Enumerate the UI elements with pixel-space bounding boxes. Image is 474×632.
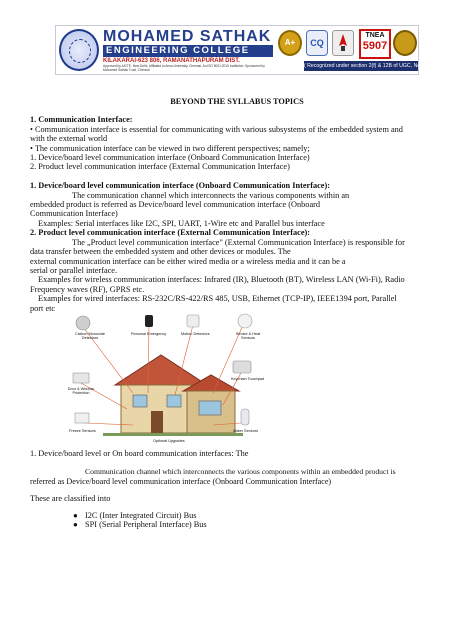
section-1-heading: 1. Communication Interface: [30,115,133,124]
section-3-line: external communication interface can be either wired media or a wireless media and it can be a [30,257,346,266]
home-security-illustration [63,313,273,446]
section-4-paragraph-line: Communication channel which interconnects the various components within an embedded product is [85,467,396,476]
rocket-logo [332,30,354,56]
naac-logo [393,30,417,56]
section-3-line: data transfer between the embedded system and other devices or modules. The [30,247,291,256]
section-1-line: 1. Device/board level communication interface (Onboard Communication Interface) [30,153,310,162]
section-3-line: The „Product level communication interface" (External Communication Interface) is responsible for [72,238,405,247]
section-4-line: 1. Device/board level or On board communication interfaces: The [30,449,249,458]
label-water-sensors: Water Sensors [233,429,258,433]
section-2-line: The communication channel which interconnects the various components within an [72,191,350,200]
section-1-line: • The communication interface can be viewed in two different perspectives; namely; [30,144,310,153]
bullet-icon: ● [73,511,78,520]
recognition-strip: ( Recognized under section 2(f) & 12B of UGC, NewDelhi ) [304,63,439,69]
tnea-code-logo: TNEA 5907 [359,29,391,59]
college-address: KILAKARAI-623 806, RAMANATHAPURAM DIST. [103,58,240,64]
label-personal-emergency: Personal Emergency [131,332,167,336]
section-2-line: Examples: Serial interfaces like I2C, SPI, UART, 1-Wire etc and Parallel bus interface [38,219,325,228]
section-3-line: port etc [30,304,56,313]
section-1-line: 2. Product level communication interface (External Communication Interface) [30,162,290,171]
page-title: BEYOND THE SYLLABUS TOPICS [170,97,304,106]
college-seal-logo [59,29,99,71]
section-1-line: • Communication interface is essential for communicating with various subsystems of the embedded system and [30,125,403,134]
accreditation-a-plus-logo: A+ [278,30,302,56]
bullet-item: I2C (Inter Integrated Circuit) Bus [85,511,197,520]
label-motion-detectors: Motion Detectors [181,332,210,336]
section-3-line: serial or parallel interface. [30,266,118,275]
section-2-line: Communication Interface) [30,209,118,218]
section-2-heading: 1. Device/board level communication interface (Onboard Communication Interface): [30,181,331,190]
bullet-item: SPI (Serial Peripheral Interface) Bus [85,520,207,529]
college-subtitle: ENGINEERING COLLEGE [103,45,273,57]
classified-intro: These are classified into [30,494,111,503]
section-1-line: with the external world [30,134,108,143]
college-affiliation-text: Approved by AICTE, New Delhi, Affiliated to Anna University, Chennai. An ISO 9001:2015 Institution. Sponsored by Mohamed Sathak Trust, Chennai [103,64,265,72]
section-3-line: Examples for wireless communication interfaces: Infrared (IR), Bluetooth (BT), Wireless LAN (Wi-Fi), Radio [38,275,405,284]
label-optional-upgrades: Optional Upgrades [153,439,185,443]
label-keychain-touchpad: Keychain Touchpad [231,377,265,381]
bullet-icon: ● [73,520,78,529]
college-banner [55,25,439,75]
label-freeze-sensors: Freeze Sensors [69,429,96,433]
section-2-line: embedded product is referred as Device/board level communication interface (Onboard [30,200,321,209]
section-3-heading: 2. Product level communication interface (External Communication Interface): [30,228,311,237]
section-3-line: Examples for wired interfaces: RS-232C/RS-422/RS 485, USB, Ethernet (TCP-IP), IEEE1394 port, Parallel [38,294,397,303]
cq-certification-logo: CQ [306,30,328,56]
section-3-line: Frequency waves (RF), GPRS etc. [30,285,145,294]
label-door-window: Door & Window Protection [67,387,95,396]
section-4-paragraph-line: referred as Device/board level communication interface (Onboard Communication Interface) [30,477,332,486]
college-name: MOHAMED SATHAK [103,28,272,45]
label-carbon-monoxide: Carbon Monoxide Detectors [75,332,105,341]
label-smoke-heat: Smoke & Heat Sensors [235,332,261,341]
